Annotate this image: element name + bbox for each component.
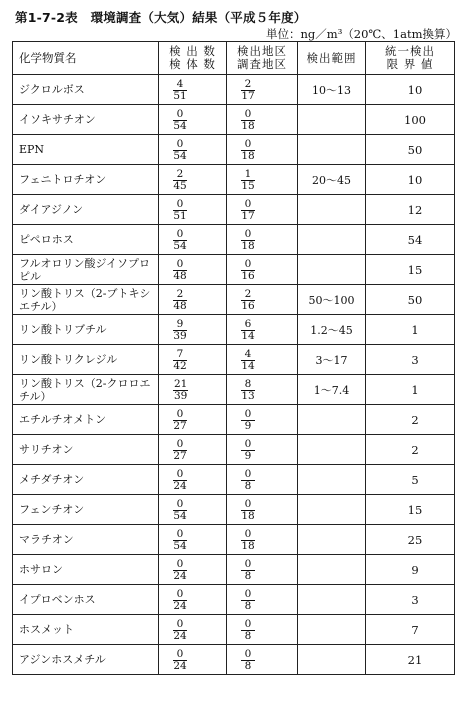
- header-count-line2: 検 体 数: [169, 57, 216, 71]
- detection-count-fraction: [173, 529, 187, 552]
- chemical-name: エチルチオメトン: [13, 405, 159, 435]
- table-row: [13, 525, 455, 555]
- detected-areas: 6: [241, 319, 255, 331]
- detection-limit: 1: [366, 375, 455, 405]
- detection-limit: 3: [366, 585, 455, 615]
- chemical-name: ホスメット: [13, 615, 159, 645]
- detection-count-cell: [159, 345, 227, 375]
- detection-count-cell: [159, 375, 227, 405]
- detection-limit: 100: [366, 105, 455, 135]
- total-samples: 48: [173, 300, 187, 312]
- detected-samples: 0: [173, 199, 187, 211]
- detection-area-fraction: [241, 469, 255, 492]
- chemical-name: ジクロルボス: [13, 75, 159, 105]
- detection-count-cell: [159, 495, 227, 525]
- detection-count-fraction: [173, 439, 187, 462]
- detected-areas: 0: [241, 139, 255, 151]
- detection-area-fraction: [241, 79, 255, 102]
- chemical-name: リン酸トリス（2-クロロエチル）: [13, 375, 159, 405]
- detection-area-cell: [227, 435, 298, 465]
- total-samples: 27: [173, 450, 187, 462]
- detected-samples: 0: [173, 139, 187, 151]
- chemical-name: フェンチオン: [13, 495, 159, 525]
- header-count-line1: 検 出 数: [169, 44, 216, 58]
- table-row: [13, 645, 455, 675]
- detection-area-cell: [227, 225, 298, 255]
- detection-limit: 50: [366, 135, 455, 165]
- surveyed-areas: 9: [244, 450, 252, 462]
- table-row: [13, 555, 455, 585]
- detection-count-cell: [159, 315, 227, 345]
- detection-area-fraction: [241, 439, 255, 462]
- detection-range: [298, 255, 366, 285]
- detected-samples: 0: [173, 439, 187, 451]
- detection-count-cell: [159, 195, 227, 225]
- detection-area-fraction: [241, 619, 255, 642]
- detection-limit: 10: [366, 165, 455, 195]
- detection-count-fraction: [173, 469, 187, 492]
- header-detection-limit: [366, 42, 455, 75]
- detected-areas: 0: [241, 559, 255, 571]
- total-samples: 54: [173, 240, 187, 252]
- total-samples: 54: [173, 120, 187, 132]
- detected-samples: 0: [173, 649, 187, 661]
- detection-limit: 1: [366, 315, 455, 345]
- surveyed-areas: 15: [241, 180, 255, 192]
- table-row: [13, 345, 455, 375]
- detection-area-fraction: [241, 409, 255, 432]
- detection-range: [298, 585, 366, 615]
- detected-samples: 0: [173, 469, 187, 481]
- total-samples: 54: [173, 510, 187, 522]
- detected-areas: 2: [241, 79, 255, 91]
- surveyed-areas: 18: [241, 240, 255, 252]
- detection-range: [298, 105, 366, 135]
- detection-area-cell: [227, 105, 298, 135]
- surveyed-areas: 9: [244, 420, 252, 432]
- surveyed-areas: 17: [241, 210, 255, 222]
- detection-count-cell: [159, 465, 227, 495]
- chemical-name: ホサロン: [13, 555, 159, 585]
- detection-count-cell: [159, 645, 227, 675]
- detection-limit: 21: [366, 645, 455, 675]
- detection-area-cell: [227, 75, 298, 105]
- surveyed-areas: 18: [241, 150, 255, 162]
- total-samples: 24: [173, 630, 187, 642]
- detection-count-fraction: [173, 259, 187, 282]
- surveyed-areas: 13: [241, 390, 255, 402]
- detected-areas: 1: [241, 169, 255, 181]
- detection-count-cell: [159, 615, 227, 645]
- detection-count-cell: [159, 225, 227, 255]
- chemical-name: リン酸トリス（2-ブトキシエチル）: [13, 285, 159, 315]
- detected-areas: 0: [241, 619, 255, 631]
- table-row: [13, 195, 455, 225]
- detection-limit: 12: [366, 195, 455, 225]
- detection-limit: 3: [366, 345, 455, 375]
- unit-note: 単位：ng／m³（20℃、1atm換算）: [266, 27, 457, 41]
- detection-count-cell: [159, 405, 227, 435]
- detection-area-fraction: [241, 649, 255, 672]
- detection-range: 1.2～45: [298, 315, 366, 345]
- detection-limit: 10: [366, 75, 455, 105]
- detection-area-cell: [227, 645, 298, 675]
- detection-area-fraction: [241, 379, 255, 402]
- detected-areas: 4: [241, 349, 255, 361]
- detected-samples: 4: [173, 79, 187, 91]
- header-limit-line1: 統一検出: [385, 44, 435, 58]
- total-samples: 24: [173, 600, 187, 612]
- detected-areas: 0: [241, 649, 255, 661]
- header-detection-area: [227, 42, 298, 75]
- chemical-name: EPN: [13, 135, 159, 165]
- detection-count-fraction: [173, 649, 187, 672]
- detection-area-cell: [227, 465, 298, 495]
- detection-area-fraction: [241, 139, 255, 162]
- detection-area-fraction: [241, 559, 255, 582]
- detection-area-cell: [227, 615, 298, 645]
- chemical-name: イプロベンホス: [13, 585, 159, 615]
- detection-area-cell: [227, 345, 298, 375]
- detection-range: 10～13: [298, 75, 366, 105]
- results-table: [12, 41, 455, 675]
- detection-limit: 25: [366, 525, 455, 555]
- surveyed-areas: 16: [241, 270, 255, 282]
- detection-range: [298, 405, 366, 435]
- table-title: 第1-7-2表 環境調査（大気）結果（平成５年度）: [15, 10, 307, 25]
- detection-area-fraction: [241, 259, 255, 282]
- detection-range: [298, 555, 366, 585]
- header-detection-count: [159, 42, 227, 75]
- detection-area-fraction: [241, 169, 255, 192]
- table-row: [13, 435, 455, 465]
- chemical-name: ピペロホス: [13, 225, 159, 255]
- detected-samples: 0: [173, 109, 187, 121]
- detection-count-fraction: [173, 499, 187, 522]
- detection-area-fraction: [241, 529, 255, 552]
- table-row: [13, 375, 455, 405]
- total-samples: 27: [173, 420, 187, 432]
- detection-limit: 15: [366, 255, 455, 285]
- chemical-name: リン酸トリクレジル: [13, 345, 159, 375]
- total-samples: 24: [173, 660, 187, 672]
- chemical-name: サリチオン: [13, 435, 159, 465]
- detection-count-fraction: [173, 199, 187, 222]
- surveyed-areas: 14: [241, 360, 255, 372]
- detection-count-fraction: [173, 229, 187, 252]
- detection-range: [298, 195, 366, 225]
- total-samples: 24: [173, 570, 187, 582]
- table-row: [13, 165, 455, 195]
- detected-areas: 8: [241, 379, 255, 391]
- detection-area-fraction: [241, 319, 255, 342]
- header-limit-line2: 限 界 値: [386, 57, 434, 71]
- detection-limit: 50: [366, 285, 455, 315]
- surveyed-areas: 8: [244, 660, 252, 672]
- detection-count-fraction: [173, 109, 187, 132]
- detection-count-fraction: [173, 289, 187, 312]
- detection-count-fraction: [173, 319, 187, 342]
- detection-count-cell: [159, 165, 227, 195]
- detection-area-cell: [227, 585, 298, 615]
- surveyed-areas: 8: [244, 600, 252, 612]
- detection-count-fraction: [173, 379, 188, 402]
- detection-range: [298, 465, 366, 495]
- detection-count-fraction: [173, 169, 187, 192]
- detected-areas: 0: [241, 199, 255, 211]
- detection-range: [298, 495, 366, 525]
- detection-limit: 15: [366, 495, 455, 525]
- surveyed-areas: 8: [244, 570, 252, 582]
- detected-areas: 0: [241, 109, 255, 121]
- total-samples: 54: [173, 150, 187, 162]
- detection-area-cell: [227, 165, 298, 195]
- detection-area-cell: [227, 315, 298, 345]
- detected-areas: 0: [241, 469, 255, 481]
- chemical-name: マラチオン: [13, 525, 159, 555]
- detected-samples: 2: [173, 289, 187, 301]
- detected-samples: 0: [173, 559, 187, 571]
- detection-count-cell: [159, 435, 227, 465]
- total-samples: 39: [174, 390, 188, 402]
- detected-areas: 0: [241, 409, 255, 421]
- detected-areas: 0: [241, 589, 255, 601]
- surveyed-areas: 14: [241, 330, 255, 342]
- detection-area-fraction: [241, 109, 255, 132]
- detection-count-fraction: [173, 139, 187, 162]
- detection-count-cell: [159, 135, 227, 165]
- surveyed-areas: 17: [241, 90, 255, 102]
- detection-count-cell: [159, 75, 227, 105]
- chemical-name: ダイアジノン: [13, 195, 159, 225]
- detection-count-cell: [159, 255, 227, 285]
- table-body: [13, 75, 455, 675]
- detection-count-cell: [159, 555, 227, 585]
- surveyed-areas: 8: [244, 630, 252, 642]
- detection-count-cell: [159, 105, 227, 135]
- detection-area-cell: [227, 495, 298, 525]
- surveyed-areas: 18: [241, 540, 255, 552]
- table-row: [13, 315, 455, 345]
- detected-samples: 0: [173, 499, 187, 511]
- detection-area-fraction: [241, 199, 255, 222]
- total-samples: 54: [173, 540, 187, 552]
- detection-area-fraction: [241, 289, 255, 312]
- total-samples: 48: [173, 270, 187, 282]
- detected-areas: 0: [241, 439, 255, 451]
- header-row: [13, 42, 455, 75]
- detection-limit: 7: [366, 615, 455, 645]
- chemical-name: メチダチオン: [13, 465, 159, 495]
- total-samples: 51: [173, 90, 187, 102]
- detected-samples: 0: [173, 529, 187, 541]
- total-samples: 45: [173, 180, 187, 192]
- detected-samples: 0: [173, 619, 187, 631]
- detection-limit: 2: [366, 435, 455, 465]
- detection-range: [298, 135, 366, 165]
- table-row: [13, 585, 455, 615]
- chemical-name: アジンホスメチル: [13, 645, 159, 675]
- detection-count-fraction: [173, 619, 187, 642]
- detection-range: [298, 525, 366, 555]
- detected-samples: 21: [174, 378, 188, 390]
- chemical-name: フェニトロチオン: [13, 165, 159, 195]
- detection-area-cell: [227, 195, 298, 225]
- detection-count-fraction: [173, 589, 187, 612]
- surveyed-areas: 16: [241, 300, 255, 312]
- detection-limit: 5: [366, 465, 455, 495]
- detected-samples: 2: [173, 169, 187, 181]
- detection-range: 1～7.4: [298, 375, 366, 405]
- detection-range: [298, 225, 366, 255]
- detection-count-cell: [159, 525, 227, 555]
- detection-area-fraction: [241, 229, 255, 252]
- detection-area-fraction: [241, 499, 255, 522]
- detection-count-cell: [159, 585, 227, 615]
- table-row: [13, 105, 455, 135]
- detected-areas: 0: [241, 259, 255, 271]
- table-row: [13, 615, 455, 645]
- total-samples: 24: [173, 480, 187, 492]
- detection-count-cell: [159, 285, 227, 315]
- detection-count-fraction: [173, 559, 187, 582]
- surveyed-areas: 8: [244, 480, 252, 492]
- chemical-name: フルオロリン酸ジイソプロピル: [13, 255, 159, 285]
- detected-samples: 0: [173, 409, 187, 421]
- detected-samples: 9: [173, 319, 187, 331]
- surveyed-areas: 18: [241, 510, 255, 522]
- detection-area-cell: [227, 525, 298, 555]
- detection-area-cell: [227, 555, 298, 585]
- total-samples: 42: [173, 360, 187, 372]
- detection-limit: 9: [366, 555, 455, 585]
- detection-area-cell: [227, 135, 298, 165]
- table-row: [13, 465, 455, 495]
- detection-range: [298, 615, 366, 645]
- detection-area-cell: [227, 255, 298, 285]
- detection-area-fraction: [241, 349, 255, 372]
- detection-range: 50～100: [298, 285, 366, 315]
- detected-areas: 0: [241, 499, 255, 511]
- detected-samples: 0: [173, 589, 187, 601]
- table-row: [13, 285, 455, 315]
- header-detection-range: 検出範囲: [298, 42, 366, 75]
- detection-range: [298, 645, 366, 675]
- detection-range: [298, 435, 366, 465]
- detection-limit: 2: [366, 405, 455, 435]
- detected-areas: 0: [241, 529, 255, 541]
- detection-area-cell: [227, 375, 298, 405]
- header-area-line2: 調査地区: [237, 57, 287, 71]
- surveyed-areas: 18: [241, 120, 255, 132]
- detected-samples: 0: [173, 229, 187, 241]
- detection-range: 3～17: [298, 345, 366, 375]
- total-samples: 51: [173, 210, 187, 222]
- detection-range: 20～45: [298, 165, 366, 195]
- header-chemical-name: 化学物質名: [13, 42, 159, 75]
- detection-count-fraction: [173, 349, 187, 372]
- detected-areas: 0: [241, 229, 255, 241]
- header-area-line1: 検出地区: [237, 44, 287, 58]
- detected-samples: 0: [173, 259, 187, 271]
- detection-area-fraction: [241, 589, 255, 612]
- detection-limit: 54: [366, 225, 455, 255]
- detected-samples: 7: [173, 349, 187, 361]
- detection-area-cell: [227, 405, 298, 435]
- detected-areas: 2: [241, 289, 255, 301]
- table-row: [13, 225, 455, 255]
- table-row: [13, 255, 455, 285]
- detection-count-fraction: [173, 409, 187, 432]
- detection-area-cell: [227, 285, 298, 315]
- chemical-name: リン酸トリブチル: [13, 315, 159, 345]
- table-row: [13, 405, 455, 435]
- chemical-name: イソキサチオン: [13, 105, 159, 135]
- total-samples: 39: [173, 330, 187, 342]
- table-row: [13, 135, 455, 165]
- table-row: [13, 75, 455, 105]
- table-row: [13, 495, 455, 525]
- detection-count-fraction: [173, 79, 187, 102]
